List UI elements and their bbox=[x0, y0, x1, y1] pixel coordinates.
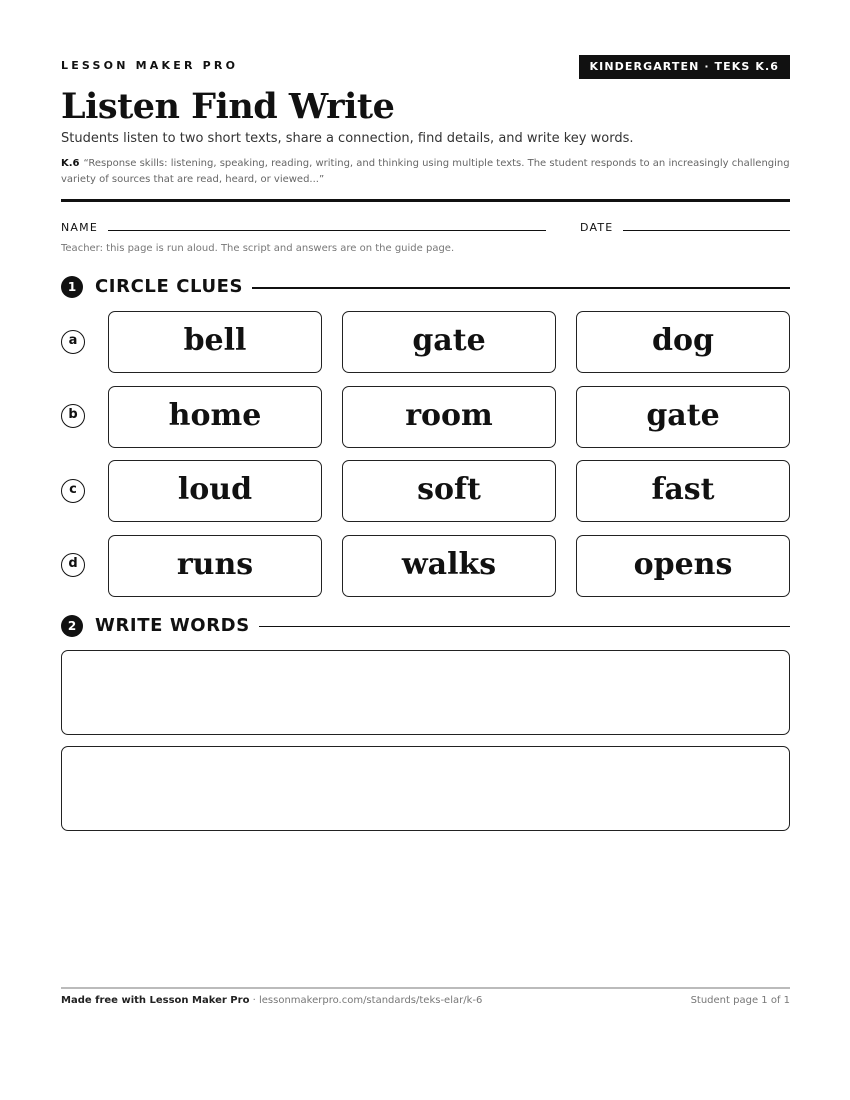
name-field[interactable] bbox=[108, 230, 546, 231]
row-letter-d: d bbox=[61, 553, 85, 577]
word-card[interactable]: dog bbox=[576, 311, 790, 373]
word-card[interactable]: opens bbox=[576, 535, 790, 597]
word-card[interactable]: fast bbox=[576, 460, 790, 522]
write-box-1[interactable] bbox=[61, 650, 790, 735]
section-title: CIRCLE CLUES bbox=[95, 276, 244, 297]
page-subtitle: Students listen to two short texts, share a connection, find details, and write key words. bbox=[61, 131, 634, 146]
section-number: 2 bbox=[61, 615, 83, 637]
footer-url[interactable]: · lessonmakerpro.com/standards/teks-elar/k-6 bbox=[249, 995, 483, 1006]
section-rule bbox=[252, 287, 790, 289]
section-title: WRITE WORDS bbox=[95, 615, 250, 636]
word-card[interactable]: runs bbox=[108, 535, 322, 597]
standard-text: “Response skills: listening, speaking, reading, writing, and thinking using multiple texts. The student responds to an increasingly challenging variety of sources that are read, heard, or viewed...” bbox=[61, 158, 790, 185]
name-label: NAME bbox=[61, 221, 98, 234]
word-card[interactable]: home bbox=[108, 386, 322, 448]
worksheet-page bbox=[61, 0, 790, 1100]
section-write-words bbox=[61, 614, 790, 638]
footer-divider bbox=[61, 987, 790, 989]
row-letter-b: b bbox=[61, 404, 85, 428]
footer-page-info: Student page 1 of 1 bbox=[690, 995, 790, 1006]
section-number: 1 bbox=[61, 276, 83, 298]
footer-made-with: Made free with Lesson Maker Pro bbox=[61, 995, 250, 1006]
row-letter-a: a bbox=[61, 330, 85, 354]
word-card[interactable]: room bbox=[342, 386, 556, 448]
word-card[interactable]: bell bbox=[108, 311, 322, 373]
teacher-note: Teacher: this page is run aloud. The script and answers are on the guide page. bbox=[61, 243, 455, 254]
section-rule bbox=[259, 626, 790, 627]
grade-badge: KINDERGARTEN · TEKS K.6 bbox=[579, 55, 790, 79]
word-card[interactable]: loud bbox=[108, 460, 322, 522]
write-box-2[interactable] bbox=[61, 746, 790, 831]
section-circle-clues bbox=[61, 275, 790, 299]
date-field[interactable] bbox=[623, 230, 790, 231]
word-card[interactable]: gate bbox=[576, 386, 790, 448]
word-card[interactable]: walks bbox=[342, 535, 556, 597]
row-letter-c: c bbox=[61, 479, 85, 503]
page-title: Listen Find Write bbox=[61, 86, 395, 127]
word-card[interactable]: soft bbox=[342, 460, 556, 522]
top-bar bbox=[61, 55, 790, 79]
standard-code: K.6 bbox=[61, 158, 80, 169]
footer-credit bbox=[61, 995, 482, 1006]
brand-name: LESSON MAKER PRO bbox=[61, 59, 239, 72]
word-card[interactable]: gate bbox=[342, 311, 556, 373]
header-divider bbox=[61, 199, 790, 202]
date-label: DATE bbox=[580, 221, 614, 234]
standard-description bbox=[61, 156, 790, 188]
